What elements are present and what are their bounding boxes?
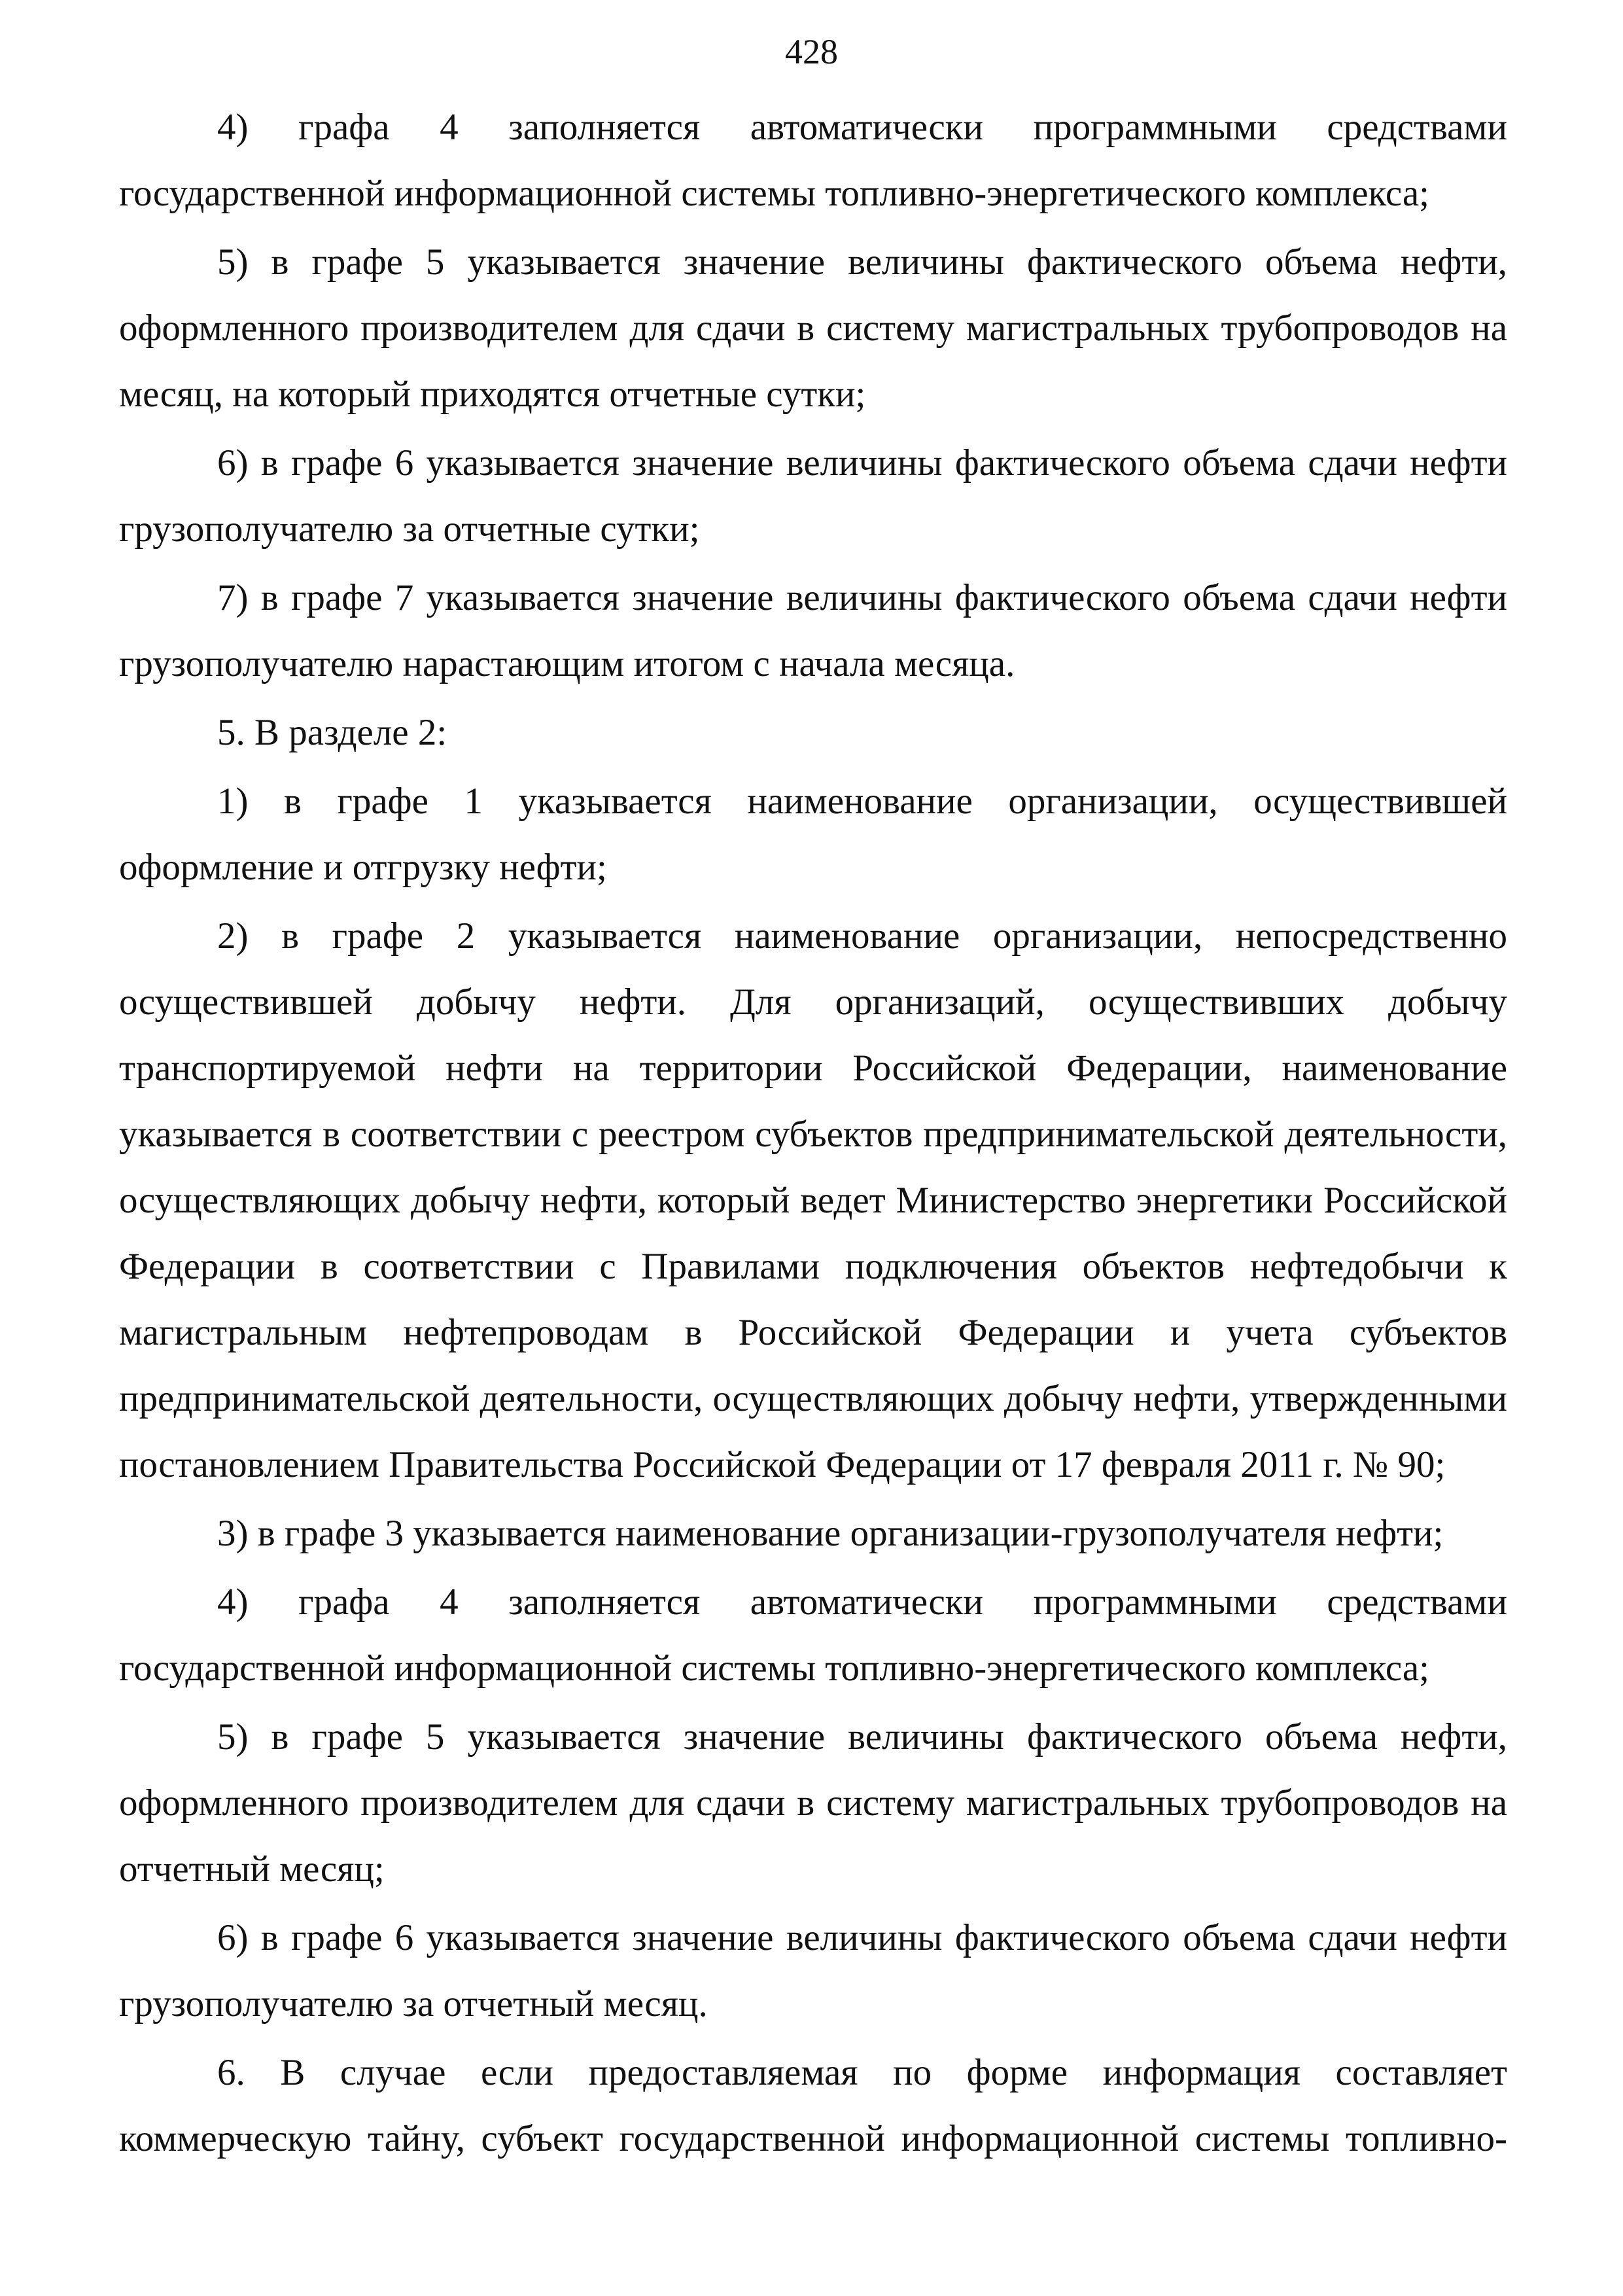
document-body <box>119 94 1507 2174</box>
paragraph-8: 3) в графе 3 указывается наименование организации-грузополучателя нефти; <box>217 1513 1444 1554</box>
paragraph-2: 5) в графе 5 указывается значение величины фактического объема нефти, оформленного производителем для сдачи в систему магистральных трубопроводов на месяц, на который приходятся отчетные сутки; <box>119 241 1507 415</box>
paragraph-6: 1) в графе 1 указывается наименование организации, осуществившей оформление и отгрузку нефти; <box>119 781 1507 888</box>
paragraph-12: 6. В случае если предоставляемая по форме информация составляет коммерческую тайну, субъект государственной информационной системы топливно- <box>119 2052 1507 2159</box>
paragraph-9: 4) графа 4 заполняется автоматически программными средствами государственной информационной системы топливно-энергетического комплекса; <box>119 1581 1507 1689</box>
page-number: 428 <box>785 32 838 71</box>
paragraph-1: 4) графа 4 заполняется автоматически программными средствами государственной информационной системы топливно-энергетического комплекса; <box>119 107 1507 214</box>
paragraph-11: 6) в графе 6 указывается значение величины фактического объема сдачи нефти грузополучателю за отчетный месяц. <box>119 1917 1507 2024</box>
paragraph-4: 7) в графе 7 указывается значение величины фактического объема сдачи нефти грузополучателю нарастающим итогом с начала месяца. <box>119 577 1507 684</box>
paragraph-3: 6) в графе 6 указывается значение величины фактического объема сдачи нефти грузополучателю за отчетные сутки; <box>119 442 1507 550</box>
paragraph-7: 2) в графе 2 указывается наименование организации, непосредственно осуществившей добычу нефти. Для организаций, осуществивших добычу транспортируемой нефти на территории Российской Федерации, наименование указывается в соответствии с реестром субъектов предпринимательской деятельности, осуществляющих добычу нефти, который ведет Министерство энергетики Российской Федерации в соответствии с Правилами подключения объектов нефтедобычи к магистральным нефтепроводам в Российской Федерации и учета субъектов предпринимательской деятельности, осуществляющих добычу нефти, утвержденными постановлением Правительства Российской Федерации от 17 февраля 2011 г. № 90; <box>119 915 1507 1485</box>
paragraph-5: 5. В разделе 2: <box>217 712 447 753</box>
paragraph-10: 5) в графе 5 указывается значение величины фактического объема нефти, оформленного производителем для сдачи в систему магистральных трубопроводов на отчетный месяц; <box>119 1716 1507 1890</box>
